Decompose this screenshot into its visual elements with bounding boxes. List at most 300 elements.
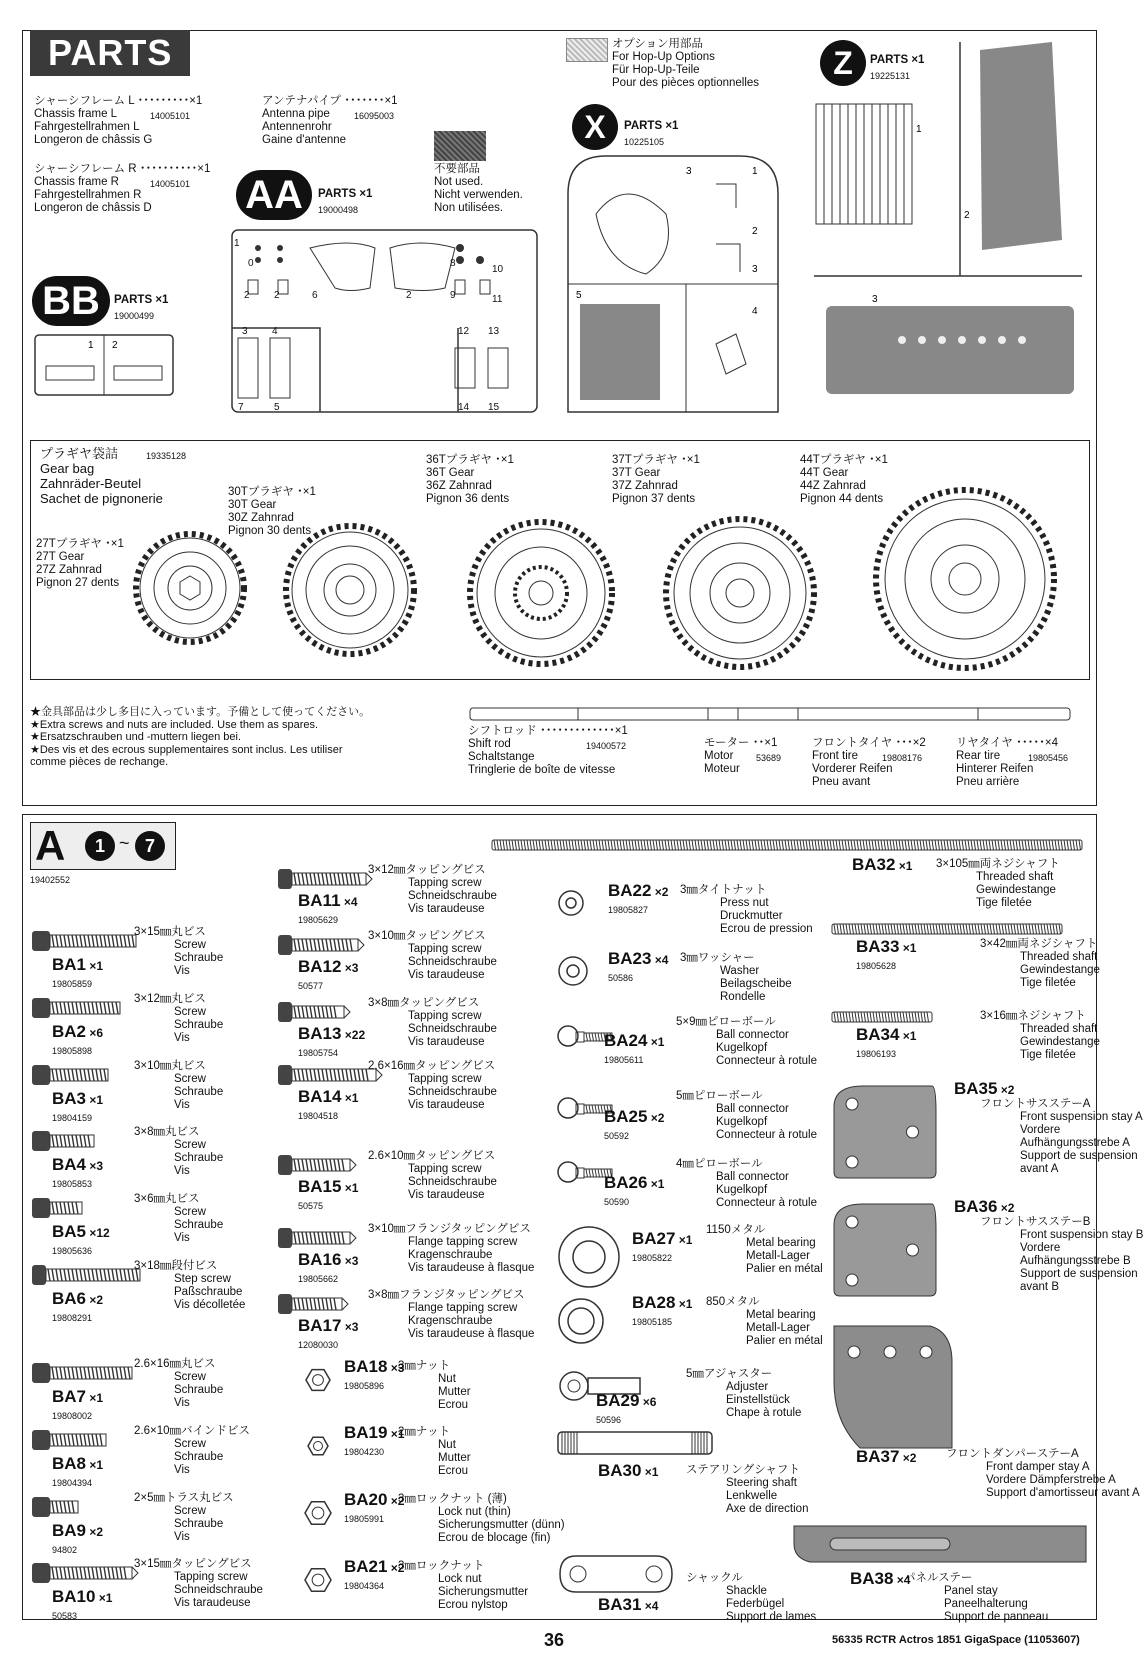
ba18-description-line: Nut — [438, 1373, 456, 1385]
ba32-description-line: Gewindestange — [976, 884, 1056, 896]
ba4-code: 19805853 — [52, 1179, 93, 1189]
ba5-drawing — [30, 1193, 100, 1223]
ba24-description-line: 5×9㎜ピローボール — [676, 1016, 776, 1028]
ba9-id-text: BA9 — [52, 1521, 87, 1540]
ba28-description — [706, 1296, 823, 1348]
svg-text:2: 2 — [752, 226, 758, 237]
ba31-qty: ×4 — [641, 1599, 659, 1613]
ba26-description — [676, 1158, 817, 1210]
ba21-description — [398, 1560, 528, 1612]
ba22-description-line: 3㎜タイトナット — [680, 884, 767, 896]
ba3-qty: ×1 — [86, 1093, 104, 1107]
svg-text:15: 15 — [488, 402, 500, 413]
ba32-description-line: Threaded shaft — [976, 871, 1054, 883]
ba15-qty: ×1 — [341, 1181, 359, 1195]
gear-27t-drawing — [132, 530, 248, 646]
ba34-description-line: Threaded shaft — [1020, 1023, 1098, 1035]
ba29-code: 50596 — [596, 1415, 622, 1425]
ba2-description-line: Schraube — [174, 1019, 224, 1031]
bag-a-letter: A — [35, 822, 66, 869]
ba5-description — [134, 1193, 223, 1245]
ba32-qty: ×1 — [895, 859, 913, 873]
chassis-frame-l-code: 14005101 — [150, 111, 191, 121]
ba14-code: 19804518 — [298, 1111, 339, 1121]
ba3-drawing — [30, 1060, 126, 1090]
ba8-description-line: Vis — [174, 1464, 190, 1476]
ba35-description-line: avant A — [1020, 1163, 1059, 1175]
ba16-code: 19805662 — [298, 1274, 339, 1284]
ba17-description-line: Kragenschraube — [408, 1315, 493, 1327]
ba34-drawing — [830, 1010, 934, 1024]
ba34-id — [856, 1025, 917, 1044]
ba24-description-line: Ball connector — [716, 1029, 789, 1041]
parts-title: PARTS — [30, 30, 190, 76]
ba16-description-line: 3×10㎜フランジタッピングビス — [368, 1223, 531, 1235]
ba6-id-text: BA6 — [52, 1289, 87, 1308]
ba14-description-line: Tapping screw — [408, 1073, 482, 1085]
ba35-description-line: Support de suspension — [1020, 1150, 1138, 1162]
ba34-description — [980, 1010, 1100, 1062]
ba38-description — [904, 1572, 1048, 1624]
ba36-id-text: BA36 — [954, 1197, 998, 1216]
ba22-drawing — [556, 888, 586, 918]
ba37-id-text: BA37 — [856, 1447, 900, 1466]
ba9-description — [134, 1492, 234, 1544]
ba12-id-text: BA12 — [298, 957, 342, 976]
shift-rod-label: シフトロッド ･････････････×1 Shift rod Schaltstange Tringlerie de boîte de vitesse — [468, 725, 628, 776]
ba5-description-line: Vis — [174, 1232, 190, 1244]
ba33-description-line: Tige filetée — [1020, 977, 1076, 989]
ba5-id-text: BA5 — [52, 1222, 87, 1241]
rear-tire-label: リヤタイヤ ･････×4 Rear tire Hinterer Reifen Pneu arrière — [956, 737, 1058, 788]
ba7-qty: ×1 — [86, 1391, 104, 1405]
ba8-drawing — [30, 1425, 124, 1455]
antenna-pipe-code: 16095003 — [354, 111, 395, 121]
ba2-description-line: 3×12㎜丸ビス — [134, 993, 206, 1005]
ba30-description — [686, 1464, 808, 1516]
bag-a-code: 19402552 — [30, 875, 71, 885]
ba7-description-line: Schraube — [174, 1384, 224, 1396]
ba21-description-line: Lock nut — [438, 1573, 482, 1585]
tree-aa-drawing — [230, 228, 540, 414]
ba11-description-line: Tapping screw — [408, 877, 482, 889]
ba30-description-line: Steering shaft — [726, 1477, 797, 1489]
ba17-description-line: Vis taraudeuse à flasque — [408, 1328, 535, 1340]
ba5-description-line: Screw — [174, 1206, 206, 1218]
ba27-id — [632, 1229, 693, 1248]
gear-37t-drawing — [662, 515, 818, 671]
svg-text:6: 6 — [312, 290, 318, 301]
ba7-id-text: BA7 — [52, 1387, 87, 1406]
ba6-code: 19808291 — [52, 1313, 93, 1323]
ba2-id-text: BA2 — [52, 1022, 87, 1041]
ba17-description — [368, 1289, 534, 1341]
ba10-description-line: Schneidschraube — [174, 1584, 263, 1596]
ba21-id-text: BA21 — [344, 1557, 388, 1576]
tree-bb-badge: BB — [32, 276, 110, 326]
ba11-qty: ×4 — [340, 895, 358, 909]
ba10-code: 50583 — [52, 1611, 78, 1621]
ba19-description-line: Mutter — [438, 1452, 471, 1464]
antenna-pipe: アンテナパイプ ･･･････×1 Antenna pipe Antennenrohr Gaine d'antenne — [262, 95, 398, 146]
ba5-qty: ×12 — [86, 1226, 110, 1240]
not-used-swatch — [434, 131, 486, 161]
ba10-qty: ×1 — [95, 1591, 113, 1605]
ba19-id-text: BA19 — [344, 1423, 388, 1442]
ba36-qty: ×2 — [997, 1201, 1015, 1215]
ba19-drawing — [298, 1426, 338, 1466]
step-7-badge: 7 — [135, 831, 165, 861]
ba33-description-line: 3×42㎜両ネジシャフト — [980, 938, 1098, 950]
svg-text:2: 2 — [244, 290, 250, 301]
ba9-drawing — [30, 1492, 96, 1522]
ba37-qty: ×2 — [899, 1451, 917, 1465]
ba12-drawing — [276, 930, 376, 960]
svg-text:4: 4 — [272, 326, 278, 337]
ba15-description — [368, 1150, 497, 1202]
gear-36t-label: 36Tプラギヤ ･×1 36T Gear 36Z Zahnrad Pignon 36 dents — [426, 454, 514, 505]
ba21-qty: ×2 — [387, 1561, 405, 1575]
ba13-id — [298, 1024, 366, 1043]
ba23-description-line: Washer — [720, 965, 760, 977]
ba13-description-line: Schneidschraube — [408, 1023, 497, 1035]
step-range-tilde: ~ — [119, 833, 130, 853]
step-1-badge: 1 — [85, 831, 115, 861]
ba38-description-line: Paneelhalterung — [944, 1598, 1028, 1610]
gear-44t-drawing — [872, 486, 1058, 672]
gear-36t-drawing — [466, 518, 616, 668]
ba28-description-line: 850メタル — [706, 1296, 760, 1308]
ba20-code: 19805991 — [344, 1514, 385, 1524]
ba34-qty: ×1 — [899, 1029, 917, 1043]
ba12-id — [298, 957, 359, 976]
ba22-description-line: Ecrou de pression — [720, 923, 813, 935]
svg-text:10: 10 — [492, 264, 504, 275]
ba32-description — [936, 858, 1060, 910]
ba27-description-line: Metall-Lager — [746, 1250, 810, 1262]
shift-rod-drawing — [468, 704, 1076, 724]
ba33-id — [856, 937, 917, 956]
ba26-qty: ×1 — [647, 1177, 665, 1191]
ba17-id — [298, 1316, 359, 1335]
ba4-description-line: 3×8㎜丸ビス — [134, 1126, 200, 1138]
ba17-drawing — [276, 1289, 360, 1319]
gear-bag-code: 19335128 — [146, 451, 187, 461]
ba37-description-line: フロントダンパーステーA — [946, 1448, 1079, 1460]
ba38-drawing — [790, 1522, 1090, 1566]
ba24-description — [676, 1016, 817, 1068]
ba28-description-line: Metal bearing — [746, 1309, 816, 1321]
ba7-description — [134, 1358, 223, 1410]
chassis-frame-r: シャーシフレーム R ･･････････×1 Chassis frame R Fahrgestellrahmen R Longeron de châssis D — [34, 163, 211, 214]
ba11-description-line: 3×12㎜タッピングビス — [368, 864, 486, 876]
ba3-description-line: 3×10㎜丸ビス — [134, 1060, 206, 1072]
ba1-description-line: Screw — [174, 939, 206, 951]
ba8-description-line: 2.6×10㎜バインドビス — [134, 1425, 250, 1437]
ba32-drawing — [490, 838, 1084, 852]
ba34-id-text: BA34 — [856, 1025, 900, 1044]
ba25-description-line: Connecteur à rotule — [716, 1129, 818, 1141]
ba27-code: 19805822 — [632, 1253, 673, 1263]
ba5-code: 19805636 — [52, 1246, 93, 1256]
ba7-description-line: 2.6×16㎜丸ビス — [134, 1358, 216, 1370]
ba5-id — [52, 1222, 110, 1241]
ba34-description-line: 3×16㎜ネジシャフト — [980, 1010, 1086, 1022]
ba15-drawing — [276, 1150, 368, 1180]
tree-x-label: PARTS ×1 — [624, 120, 679, 132]
ba36-description-line: フロントサスステーB — [980, 1216, 1091, 1228]
ba20-qty: ×2 — [387, 1494, 405, 1508]
ba12-description — [368, 930, 497, 982]
ba10-description-line: 3×15㎜タッピングビス — [134, 1558, 252, 1570]
ba36-description-line: Front suspension stay B — [1020, 1229, 1143, 1241]
tree-bb-label: PARTS ×1 — [114, 294, 169, 306]
svg-text:3: 3 — [872, 294, 878, 305]
tree-x-code: 10225105 — [624, 137, 665, 147]
ba10-drawing — [30, 1558, 150, 1588]
svg-text:9: 9 — [450, 290, 456, 301]
ba23-id — [608, 949, 669, 968]
ba9-description-line: 2×5㎜トラス丸ビス — [134, 1492, 234, 1504]
ba1-description-line: Vis — [174, 965, 190, 977]
ba14-qty: ×1 — [341, 1091, 359, 1105]
ba3-description-line: Schraube — [174, 1086, 224, 1098]
ba7-id — [52, 1387, 104, 1406]
ba36-description — [980, 1216, 1143, 1294]
svg-text:4: 4 — [752, 306, 758, 317]
tree-z-code: 19225131 — [870, 71, 911, 81]
ba27-description — [706, 1224, 823, 1276]
ba24-id — [604, 1031, 665, 1050]
ba30-description-line: Lenkwelle — [726, 1490, 778, 1502]
page-number: 36 — [544, 1630, 565, 1650]
ba37-description-line: Front damper stay A — [986, 1461, 1090, 1473]
ba35-drawing — [830, 1082, 940, 1182]
ba21-description-line: 3㎜ロックナット — [398, 1560, 485, 1572]
ba28-description-line: Metall-Lager — [746, 1322, 810, 1334]
tree-x-drawing — [566, 154, 780, 416]
ba27-drawing — [556, 1224, 622, 1290]
ba22-description — [680, 884, 813, 936]
ba26-id-text: BA26 — [604, 1173, 648, 1192]
ba10-id — [52, 1587, 113, 1606]
ba36-drawing — [830, 1200, 940, 1300]
ba28-description-line: Palier en métal — [746, 1335, 823, 1347]
ba25-description-line: Ball connector — [716, 1103, 789, 1115]
ba10-description — [134, 1558, 263, 1610]
tree-bb-drawing — [34, 334, 174, 396]
ba17-id-text: BA17 — [298, 1316, 342, 1335]
ba19-description-line: Ecrou — [438, 1465, 469, 1477]
hop-up-swatch — [566, 38, 608, 62]
ba4-drawing — [30, 1126, 112, 1156]
ba21-description-line: Ecrou nylstop — [438, 1599, 508, 1611]
ba22-id-text: BA22 — [608, 881, 652, 900]
ba1-code: 19805859 — [52, 979, 93, 989]
ba33-qty: ×1 — [899, 941, 917, 955]
tree-bb-code: 19000499 — [114, 311, 155, 321]
ba14-description-line: 2.6×16㎜タッピングビス — [368, 1060, 496, 1072]
ba21-code: 19804364 — [344, 1581, 385, 1591]
ba20-description-line: Ecrou de blocage (fin) — [438, 1532, 551, 1544]
svg-text:1: 1 — [752, 166, 758, 177]
ba28-code: 19805185 — [632, 1317, 673, 1327]
ba11-description-line: Vis taraudeuse — [408, 903, 485, 915]
ba27-description-line: 1150メタル — [706, 1224, 766, 1236]
ba26-description-line: Connecteur à rotule — [716, 1197, 818, 1209]
ba34-description-line: Tige filetée — [1020, 1049, 1076, 1061]
ba26-id — [604, 1173, 665, 1192]
ba1-description-line: 3×15㎜丸ビス — [134, 926, 206, 938]
svg-text:5: 5 — [274, 402, 280, 413]
ba12-description-line: Tapping screw — [408, 943, 482, 955]
ba34-description-line: Gewindestange — [1020, 1036, 1100, 1048]
ba15-id — [298, 1177, 359, 1196]
ba4-description-line: Screw — [174, 1139, 206, 1151]
ba18-id — [344, 1357, 405, 1376]
ba18-id-text: BA18 — [344, 1357, 388, 1376]
tree-aa-label: PARTS ×1 — [318, 188, 373, 200]
front-tire-code: 19808176 — [882, 753, 923, 763]
ba32-description-line: Tige filetée — [976, 897, 1032, 909]
ba24-description-line: Connecteur à rotule — [716, 1055, 818, 1067]
ba33-description — [980, 938, 1100, 990]
ba13-drawing — [276, 997, 362, 1027]
ba25-description-line: 5㎜ピローボール — [676, 1090, 763, 1102]
ba12-description-line: 3×10㎜タッピングビス — [368, 930, 486, 942]
motor-label: モーター ･･×1 Motor Moteur — [704, 737, 778, 775]
ba20-description-line: Sicherungsmutter (dünn) — [438, 1519, 565, 1531]
ba38-description-line: パネルステー — [904, 1572, 973, 1584]
ba11-description-line: Schneidschraube — [408, 890, 497, 902]
ba37-description — [946, 1448, 1140, 1500]
ba23-qty: ×4 — [651, 953, 669, 967]
ba22-code: 19805827 — [608, 905, 649, 915]
ba31-description-line: シャックル — [686, 1572, 743, 1584]
svg-text:8: 8 — [450, 258, 456, 269]
ba6-description-line: 3×18㎜段付ビス — [134, 1260, 218, 1272]
ba16-id — [298, 1250, 359, 1269]
ba2-drawing — [30, 993, 138, 1023]
ba15-id-text: BA15 — [298, 1177, 342, 1196]
svg-text:11: 11 — [492, 294, 503, 305]
ba15-description-line: Tapping screw — [408, 1163, 482, 1175]
ba29-description-line: Adjuster — [726, 1381, 769, 1393]
svg-text:1: 1 — [234, 238, 240, 249]
ba3-code: 19804159 — [52, 1113, 93, 1123]
ba18-code: 19805896 — [344, 1381, 385, 1391]
ba14-description-line: Vis taraudeuse — [408, 1099, 485, 1111]
ba15-code: 50575 — [298, 1201, 324, 1211]
ba18-qty: ×3 — [387, 1361, 405, 1375]
not-used-legend: 不要部品 Not used. Nicht verwenden. Non utilisées. — [434, 163, 523, 214]
ba9-code: 94802 — [52, 1545, 78, 1555]
ba2-description-line: Screw — [174, 1006, 206, 1018]
ba8-id-text: BA8 — [52, 1454, 87, 1473]
ba25-description-line: Kugelkopf — [716, 1116, 768, 1128]
ba14-description-line: Schneidschraube — [408, 1086, 497, 1098]
ba25-description — [676, 1090, 817, 1142]
bag-a-header — [30, 822, 176, 870]
ba23-description-line: Beilagscheibe — [720, 978, 792, 990]
ba31-description-line: Federbügel — [726, 1598, 785, 1610]
ba38-qty: ×4 — [893, 1573, 911, 1587]
ba23-code: 50586 — [608, 973, 634, 983]
ba28-id — [632, 1293, 693, 1312]
ba7-description-line: Screw — [174, 1371, 206, 1383]
ba24-id-text: BA24 — [604, 1031, 648, 1050]
ba23-description-line: 3㎜ワッシャー — [680, 952, 755, 964]
ba10-description-line: Vis taraudeuse — [174, 1597, 251, 1609]
ba26-description-line: 4㎜ピローボール — [676, 1158, 763, 1170]
svg-text:1: 1 — [916, 124, 922, 135]
ba30-drawing — [556, 1428, 716, 1458]
ba4-description-line: Schraube — [174, 1152, 224, 1164]
ba18-description — [398, 1360, 471, 1412]
ba6-description — [134, 1260, 245, 1312]
ba28-qty: ×1 — [675, 1297, 693, 1311]
ba6-description-line: Step screw — [174, 1273, 231, 1285]
ba25-code: 50592 — [604, 1131, 630, 1141]
spare-note: ★金具部品は少し多目に入っています。予備として使ってください。 ★Extra screws and nuts are included. Use them as spares. ★Ersatzschrauben und -muttern liegen bei. ★Des vis et des ecrous supplementaires sont inclus. Les utiliser comme pièces de rechange. — [30, 706, 371, 768]
ba33-id-text: BA33 — [856, 937, 900, 956]
ba4-description-line: Vis — [174, 1165, 190, 1177]
ba17-code: 12080030 — [298, 1340, 339, 1350]
ba3-description — [134, 1060, 223, 1112]
ba33-drawing — [830, 922, 1064, 936]
ba1-id — [52, 955, 104, 974]
ba9-description-line: Vis — [174, 1531, 190, 1543]
ba19-description — [398, 1426, 471, 1478]
ba11-id — [298, 891, 358, 910]
ba13-description-line: Vis taraudeuse — [408, 1036, 485, 1048]
gear-27t-label: 27Tプラギヤ ･×1 27T Gear 27Z Zahnrad Pignon 27 dents — [36, 538, 124, 589]
ba3-description-line: Vis — [174, 1099, 190, 1111]
ba16-qty: ×3 — [341, 1254, 359, 1268]
ba38-id — [850, 1569, 911, 1588]
ba10-id-text: BA10 — [52, 1587, 96, 1606]
ba29-description-line: Chape à rotule — [726, 1407, 802, 1419]
rear-tire-code: 19805456 — [1028, 753, 1069, 763]
ba32-id — [852, 855, 913, 874]
ba7-description-line: Vis — [174, 1397, 190, 1409]
tree-z-drawing — [812, 40, 1092, 420]
ba31-description — [686, 1572, 816, 1624]
gear-44t-label: 44Tプラギヤ ･×1 44T Gear 44Z Zahnrad Pignon 44 dents — [800, 454, 888, 505]
ba20-description — [398, 1493, 565, 1545]
svg-text:0: 0 — [248, 258, 254, 269]
svg-text:2: 2 — [964, 210, 970, 221]
ba16-drawing — [276, 1223, 368, 1253]
ba9-qty: ×2 — [86, 1525, 104, 1539]
ba21-id — [344, 1557, 405, 1576]
svg-text:13: 13 — [488, 326, 500, 337]
ba23-id-text: BA23 — [608, 949, 652, 968]
ba4-id-text: BA4 — [52, 1155, 87, 1174]
ba19-description-line: Nut — [438, 1439, 456, 1451]
ba23-drawing — [556, 954, 590, 988]
tree-aa-badge: AA — [236, 170, 312, 220]
ba37-description-line: Support d'amortisseur avant A — [986, 1487, 1140, 1499]
ba29-description-line: Einstellstück — [726, 1394, 790, 1406]
ba10-description-line: Tapping screw — [174, 1571, 248, 1583]
ba24-description-line: Kugelkopf — [716, 1042, 768, 1054]
ba23-description-line: Rondelle — [720, 991, 766, 1003]
ba6-id — [52, 1289, 104, 1308]
ba35-description-line: フロントサスステーA — [980, 1098, 1091, 1110]
tree-x-badge: X — [572, 104, 618, 150]
svg-text:2: 2 — [274, 290, 280, 301]
